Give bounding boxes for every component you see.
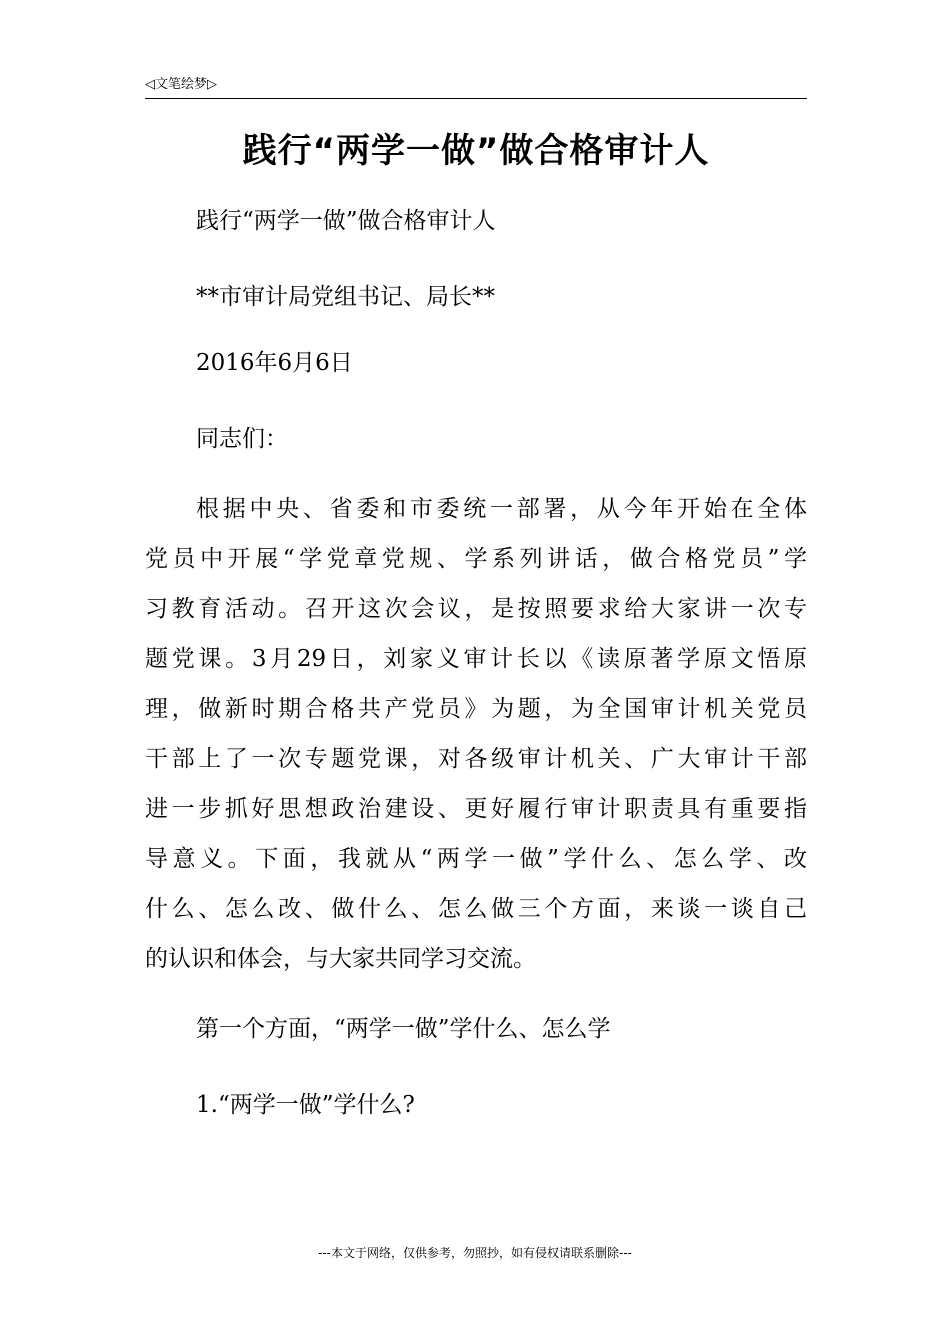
body-line: 理，做新时期合格共产党员》为题，为全国审计机关党员 [145, 696, 807, 722]
salutation: 同志们： [196, 426, 288, 452]
body-line: 干部上了一次专题党课，对各级审计机关、广大审计干部 [145, 746, 807, 772]
question-heading: 1.“两学一做”学什么? [196, 1092, 415, 1118]
body-line: 什么、怎么改、做什么、怎么做三个方面，来谈一谈自己 [145, 896, 807, 922]
page-header [145, 74, 807, 99]
body-line: 党员中开展“学党章党规、学系列讲话，做合格党员”学 [145, 546, 807, 572]
header-text: ◁文笔绘梦▷ [145, 77, 217, 92]
author-line: **市审计局党组书记、局长** [196, 284, 495, 310]
body-line: 根据中央、省委和市委统一部署，从今年开始在全体 [196, 496, 807, 522]
body-line: 的认识和体会，与大家共同学习交流。 [145, 946, 536, 972]
date-line: 2016年6月6日 [196, 350, 353, 376]
body-line: 题党课。3月29日，刘家义审计长以《读原著学原文悟原 [145, 646, 807, 672]
section-heading: 第一个方面，“两学一做”学什么、怎么学 [196, 1016, 611, 1042]
body-line: 习教育活动。召开这次会议，是按照要求给大家讲一次专 [145, 596, 807, 622]
body-paragraph [145, 492, 807, 992]
body-line: 导意义。下面，我就从“两学一做”学什么、怎么学、改 [145, 846, 807, 872]
body-line: 进一步抓好思想政治建设、更好履行审计职责具有重要指 [145, 796, 807, 822]
document-title: 践行“两学一做”做合格审计人 [242, 131, 710, 171]
page-footer: ---本文于网络，仅供参考，勿照抄，如有侵权请联系删除--- [318, 1246, 632, 1260]
subtitle: 践行“两学一做”做合格审计人 [196, 208, 496, 234]
